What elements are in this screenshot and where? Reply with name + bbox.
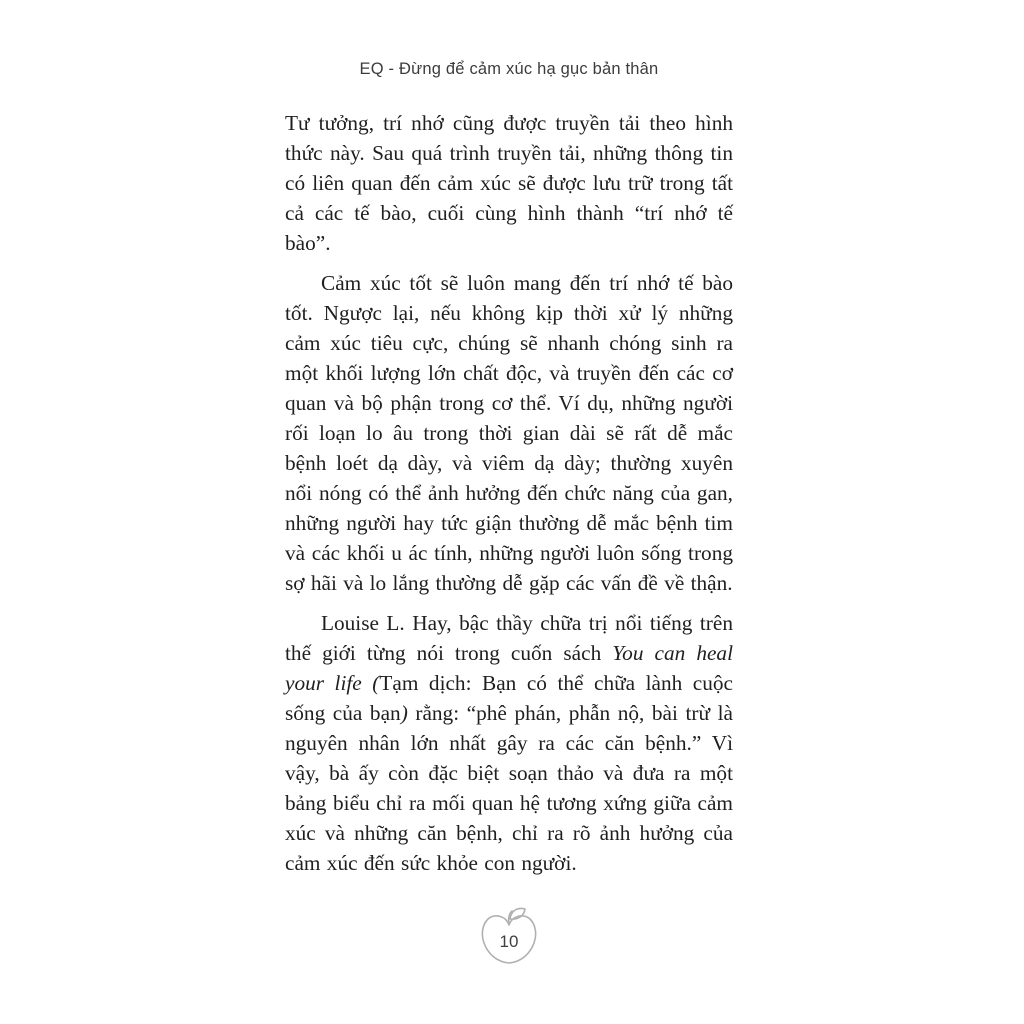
paragraph: [285, 268, 733, 598]
paragraph: [285, 108, 733, 258]
text-run: Tạm dịch: Bạn có thể chữa lành cuộc sống của bạn: [285, 671, 733, 725]
page-number-badge: [478, 903, 540, 969]
text-run: Tư tưởng, trí nhớ cũng được truyền tải theo hình thức này. Sau quá trình truyền tải, những thông tin có liên quan đến cảm xúc sẽ được lưu trữ trong tất cả các tế bào, cuối cùng hình thành “trí nhớ tế bào”.: [285, 111, 733, 255]
page-number: 10: [499, 932, 519, 951]
text-run: rằng: “phê phán, phẫn nộ, bài trừ là nguyên nhân lớn nhất gây ra các căn bệnh.” Vì vậy, bà ấy còn đặc biệt soạn thảo và đưa ra một bảng biểu chỉ ra mối quan hệ tương xứng giữa cảm xúc và những căn bệnh, chỉ ra rõ ảnh hưởng của cảm xúc đến sức khỏe con người.: [285, 701, 733, 875]
text-run: Cảm xúc tốt sẽ luôn mang đến trí nhớ tế bào tốt. Ngược lại, nếu không kịp thời xử lý những cảm xúc tiêu cực, chúng sẽ nhanh chóng sinh ra một khối lượng lớn chất độc, và truyền đến các cơ quan và bộ phận trong cơ thể. Ví dụ, những người rối loạn lo âu trong thời gian dài sẽ rất dễ mắc bệnh loét dạ dày, và viêm dạ dày; thường xuyên nổi nóng có thể ảnh hưởng đến chức năng của gan, những người hay tức giận thường dễ mắc bệnh tim và các khối u ác tính, những người luôn sống trong sợ hãi và lo lắng thường dễ gặp các vấn đề về thận.: [285, 271, 733, 595]
running-header: EQ - Đừng để cảm xúc hạ gục bản thân: [359, 60, 659, 78]
text-run: Louise L. Hay, bậc thầy chữa trị nổi tiếng trên thế giới từng nói trong cuốn sách: [285, 611, 733, 665]
italic-text-run: You can heal your life (: [285, 641, 733, 695]
paragraph: [285, 608, 733, 878]
apple-outline-icon: [478, 903, 540, 969]
italic-text-run: ): [400, 701, 408, 725]
body-text: [285, 108, 733, 888]
